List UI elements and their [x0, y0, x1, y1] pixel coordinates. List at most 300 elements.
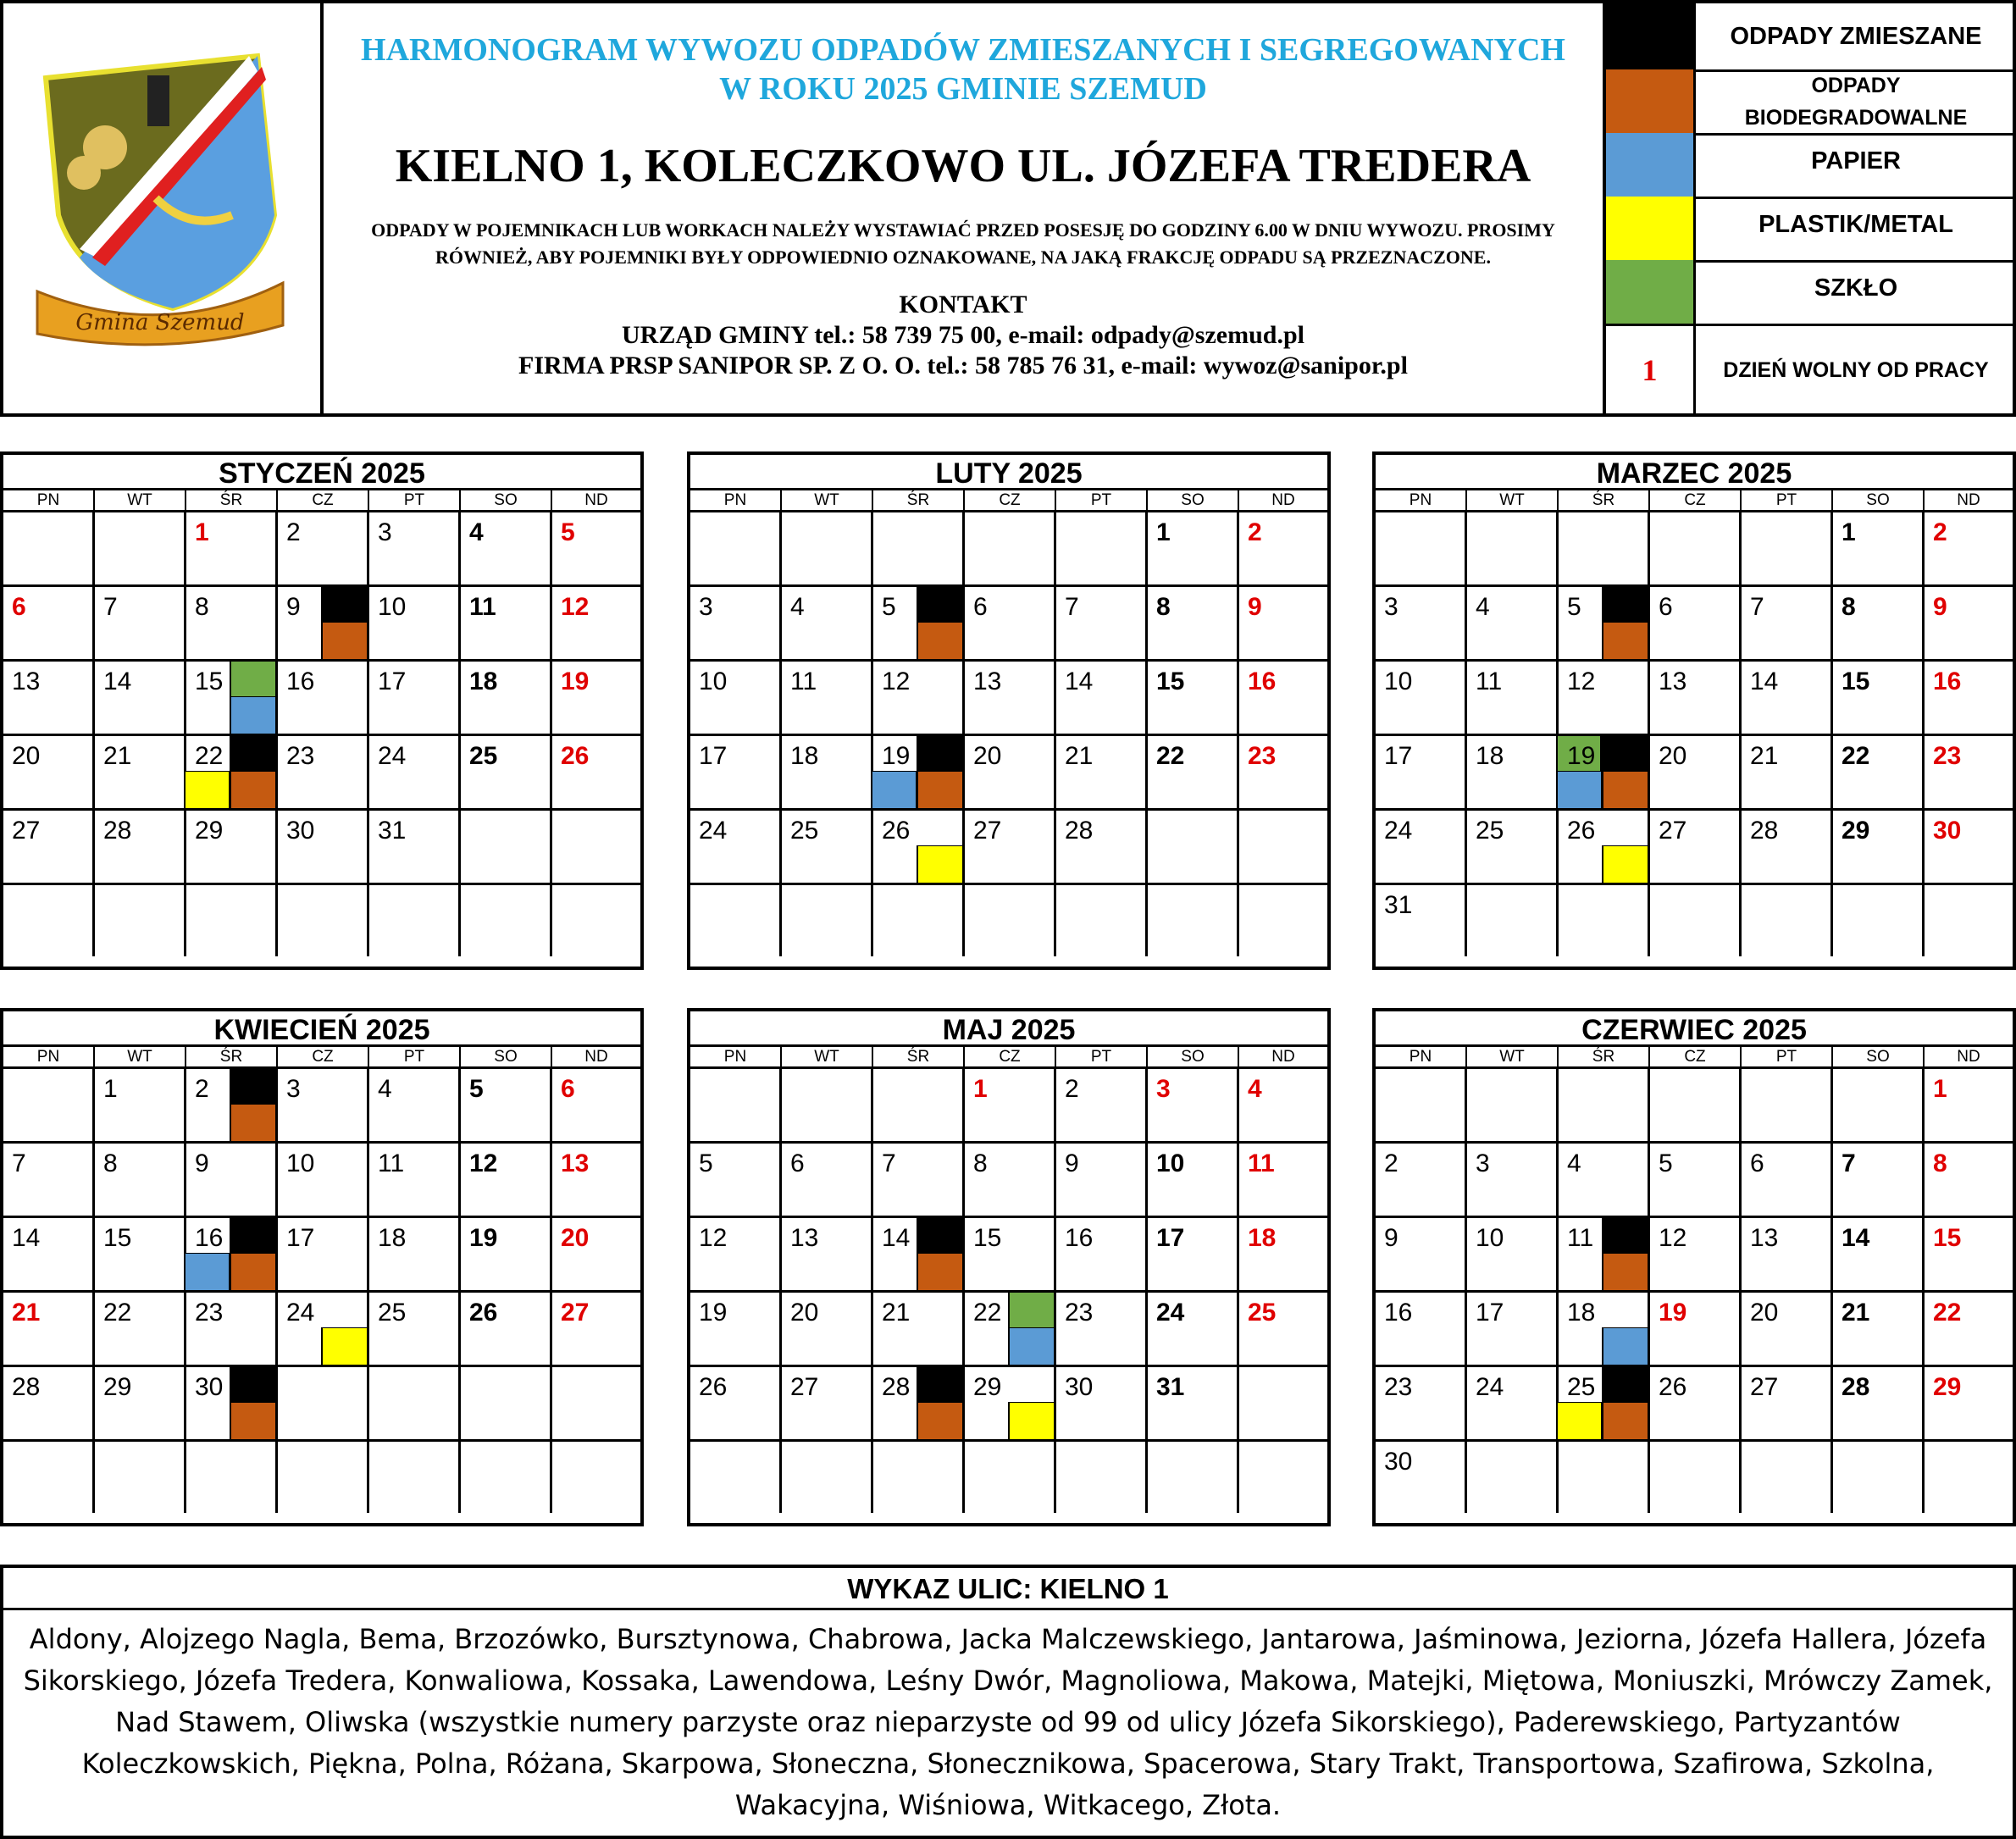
day-number: 11	[790, 667, 817, 695]
day-cell	[552, 736, 640, 811]
day-number: 12	[469, 1149, 498, 1177]
day-number: 18	[1567, 1299, 1596, 1327]
day-number: 24	[1384, 817, 1413, 845]
day-cell	[1056, 1293, 1148, 1367]
day-number: 12	[1567, 667, 1596, 695]
day-cell	[1833, 1069, 1925, 1144]
day-cell	[1559, 1442, 1650, 1513]
day-number: 6	[1659, 593, 1673, 621]
bio-collection-mark	[230, 1253, 275, 1290]
day-cell	[552, 662, 640, 736]
weekday-header: ND	[552, 490, 640, 512]
street-list	[0, 1565, 2016, 1839]
day-number: 2	[286, 518, 301, 546]
day-cell	[552, 1218, 640, 1293]
day-cell	[3, 885, 95, 956]
title-area	[324, 3, 1606, 417]
legend-label: DZIEŃ WOLNY OD PRACY	[1723, 358, 1989, 382]
day-cell	[782, 736, 873, 811]
day-cell	[461, 1442, 552, 1513]
day-cell	[1056, 1218, 1148, 1293]
day-number: 18	[1476, 742, 1504, 770]
day-cell	[1833, 587, 1925, 662]
day-cell	[186, 736, 278, 811]
day-number: 25	[1248, 1299, 1277, 1327]
day-number: 7	[1750, 593, 1764, 621]
day-cell	[186, 1218, 278, 1293]
day-number: 5	[699, 1149, 713, 1177]
day-number: 3	[1384, 593, 1398, 621]
day-cell	[1148, 1293, 1239, 1367]
day-number: 22	[1842, 742, 1870, 770]
day-number: 10	[1384, 667, 1413, 695]
day-number: 1	[1156, 518, 1171, 546]
day-cell	[1650, 1367, 1742, 1442]
day-cell	[1650, 885, 1742, 956]
day-cell	[95, 811, 186, 885]
day-cell	[1056, 1367, 1148, 1442]
day-cell	[1650, 1442, 1742, 1513]
bio-collection-mark	[917, 771, 962, 808]
day-cell	[965, 1442, 1056, 1513]
mixed-collection-mark	[230, 1069, 275, 1106]
legend-swatch	[1606, 69, 1696, 133]
day-cell	[3, 1442, 95, 1513]
month-calendar	[687, 451, 1331, 970]
day-number: 8	[1842, 593, 1856, 621]
day-cell	[1467, 1293, 1559, 1367]
mixed-collection-mark	[917, 587, 962, 624]
day-cell	[1925, 662, 2013, 736]
day-cell	[965, 512, 1056, 587]
day-number: 2	[1384, 1149, 1398, 1177]
day-cell	[873, 1367, 965, 1442]
day-cell	[3, 1069, 95, 1144]
day-number: 17	[378, 667, 407, 695]
gmina-szemud-coat-of-arms	[3, 3, 320, 417]
day-number: 13	[1750, 1224, 1779, 1252]
day-number: 25	[1567, 1373, 1596, 1401]
bio-collection-mark	[1602, 771, 1648, 808]
day-number: 30	[1065, 1373, 1094, 1401]
legend-item-holiday	[1606, 324, 2016, 417]
day-number: 16	[195, 1224, 224, 1252]
day-number: 22	[1933, 1299, 1962, 1327]
weekday-header: CZ	[1650, 1047, 1742, 1069]
day-number: 19	[1659, 1299, 1687, 1327]
day-number: 7	[1065, 593, 1079, 621]
day-number: 30	[1933, 817, 1962, 845]
plastic-collection-mark	[184, 771, 230, 808]
weekday-header: ŚR	[1559, 490, 1650, 512]
mixed-collection-mark	[230, 1367, 275, 1404]
day-cell	[278, 1144, 369, 1218]
day-number: 3	[286, 1075, 301, 1103]
plastic-collection-mark	[1008, 1402, 1054, 1439]
day-cell	[1056, 811, 1148, 885]
day-cell	[278, 885, 369, 956]
day-number: 27	[1659, 817, 1687, 845]
day-cell	[1467, 1144, 1559, 1218]
weekday-header: CZ	[278, 1047, 369, 1069]
day-cell	[1559, 811, 1650, 885]
weekday-header: ŚR	[186, 1047, 278, 1069]
weekday-header: CZ	[965, 490, 1056, 512]
day-number: 14	[12, 1224, 41, 1252]
day-number: 30	[286, 817, 315, 845]
weekday-header: PN	[690, 490, 782, 512]
day-number: 1	[195, 518, 209, 546]
day-number: 13	[12, 667, 41, 695]
bio-collection-mark	[1602, 1253, 1648, 1290]
day-number: 17	[1476, 1299, 1504, 1327]
legend-label: PAPIER	[1811, 147, 1901, 174]
day-number: 10	[1156, 1149, 1185, 1177]
day-cell	[1148, 885, 1239, 956]
day-cell	[1833, 1293, 1925, 1367]
day-cell	[690, 1367, 782, 1442]
day-number: 7	[882, 1149, 896, 1177]
day-cell	[1742, 1144, 1833, 1218]
day-cell	[1148, 512, 1239, 587]
day-cell	[690, 587, 782, 662]
day-number: 5	[1659, 1149, 1673, 1177]
day-cell	[1742, 1442, 1833, 1513]
paper-collection-mark	[184, 1253, 230, 1290]
day-number: 31	[1156, 1373, 1185, 1401]
day-number: 16	[1065, 1224, 1094, 1252]
day-cell	[1742, 662, 1833, 736]
day-number: 27	[561, 1299, 590, 1327]
day-number: 23	[286, 742, 315, 770]
day-number: 7	[12, 1149, 26, 1177]
day-cell	[461, 662, 552, 736]
day-number: 18	[378, 1224, 407, 1252]
glass-collection-mark	[1008, 1293, 1054, 1330]
weekday-header: CZ	[965, 1047, 1056, 1069]
day-cell	[1559, 512, 1650, 587]
day-number: 10	[1476, 1224, 1504, 1252]
weekday-header: ND	[1239, 1047, 1327, 1069]
weekday-header: WT	[782, 1047, 873, 1069]
day-cell	[1376, 1069, 1467, 1144]
mixed-collection-mark	[917, 1218, 962, 1255]
day-number: 21	[103, 742, 132, 770]
day-cell	[1467, 736, 1559, 811]
day-cell	[965, 1144, 1056, 1218]
day-cell	[690, 1293, 782, 1367]
day-cell	[1148, 587, 1239, 662]
month-title: LUTY 2025	[690, 455, 1327, 490]
mixed-collection-mark	[321, 587, 367, 624]
day-cell	[1925, 1069, 2013, 1144]
day-number: 29	[1842, 817, 1870, 845]
day-number: 17	[286, 1224, 315, 1252]
day-cell	[1650, 1218, 1742, 1293]
plastic-collection-mark	[917, 845, 962, 883]
day-number: 16	[286, 667, 315, 695]
day-cell	[278, 512, 369, 587]
weekday-header: CZ	[278, 490, 369, 512]
day-cell	[1239, 512, 1327, 587]
day-cell	[1376, 811, 1467, 885]
day-number: 6	[973, 593, 988, 621]
day-number: 28	[882, 1373, 911, 1401]
day-number: 5	[882, 593, 896, 621]
day-cell	[965, 885, 1056, 956]
day-number: 3	[378, 518, 392, 546]
day-number: 12	[882, 667, 911, 695]
day-number: 1	[1933, 1075, 1947, 1103]
day-number: 22	[103, 1299, 132, 1327]
bio-collection-mark	[230, 1402, 275, 1439]
weekday-header: ŚR	[186, 490, 278, 512]
day-cell	[1467, 1442, 1559, 1513]
day-cell	[873, 1293, 965, 1367]
day-number: 15	[973, 1224, 1002, 1252]
day-number: 1	[103, 1075, 118, 1103]
day-number: 3	[699, 593, 713, 621]
day-cell	[782, 1442, 873, 1513]
day-cell	[461, 1069, 552, 1144]
day-number: 26	[561, 742, 590, 770]
day-number: 21	[1065, 742, 1094, 770]
day-number: 2	[195, 1075, 209, 1103]
day-cell	[690, 885, 782, 956]
day-cell	[1056, 587, 1148, 662]
day-number: 18	[469, 667, 498, 695]
day-number: 26	[1567, 817, 1596, 845]
month-title: MAJ 2025	[690, 1011, 1327, 1047]
day-cell	[1559, 736, 1650, 811]
day-cell	[1742, 736, 1833, 811]
day-cell	[1925, 1218, 2013, 1293]
day-cell	[1239, 1144, 1327, 1218]
day-cell	[965, 587, 1056, 662]
day-number: 19	[561, 667, 590, 695]
day-cell	[1650, 587, 1742, 662]
day-cell	[965, 1367, 1056, 1442]
day-cell	[782, 811, 873, 885]
day-cell	[369, 1069, 461, 1144]
day-cell	[1559, 885, 1650, 956]
day-cell	[965, 736, 1056, 811]
day-cell	[186, 587, 278, 662]
day-cell	[690, 512, 782, 587]
day-cell	[552, 1442, 640, 1513]
legend-item-paper	[1606, 133, 2016, 199]
day-cell	[1056, 885, 1148, 956]
day-number: 24	[699, 817, 728, 845]
mixed-collection-mark	[917, 1367, 962, 1404]
weekday-header: PN	[3, 490, 95, 512]
day-cell	[965, 811, 1056, 885]
weekday-header: WT	[95, 1047, 186, 1069]
day-number: 7	[1842, 1149, 1856, 1177]
day-cell	[278, 662, 369, 736]
legend-swatch	[1606, 260, 1696, 324]
day-cell	[461, 1144, 552, 1218]
day-cell	[278, 1442, 369, 1513]
day-cell	[95, 587, 186, 662]
day-cell	[1467, 1069, 1559, 1144]
day-cell	[1056, 662, 1148, 736]
day-cell	[1148, 1367, 1239, 1442]
day-cell	[1650, 1144, 1742, 1218]
day-number: 14	[103, 667, 132, 695]
day-cell	[278, 736, 369, 811]
day-cell	[552, 1367, 640, 1442]
day-number: 4	[790, 593, 805, 621]
day-number: 15	[103, 1224, 132, 1252]
day-cell	[1925, 736, 2013, 811]
day-cell	[1376, 736, 1467, 811]
legend-swatch	[1606, 3, 1696, 69]
day-cell	[461, 1218, 552, 1293]
day-cell	[3, 512, 95, 587]
day-cell	[1559, 662, 1650, 736]
day-cell	[95, 662, 186, 736]
day-number: 13	[1659, 667, 1687, 695]
day-number: 8	[103, 1149, 118, 1177]
month-calendar	[1372, 451, 2016, 970]
day-cell	[1742, 885, 1833, 956]
weekday-header: CZ	[1650, 490, 1742, 512]
day-cell	[278, 1218, 369, 1293]
day-number: 4	[1567, 1149, 1581, 1177]
bio-collection-mark	[1602, 1402, 1648, 1439]
day-cell	[95, 885, 186, 956]
legend-label: ODPADY ZMIESZANE	[1730, 23, 1982, 50]
day-number: 20	[790, 1299, 819, 1327]
day-cell	[690, 1069, 782, 1144]
weekday-header: SO	[1833, 1047, 1925, 1069]
day-number: 11	[469, 593, 496, 621]
day-cell	[1742, 1069, 1833, 1144]
contact-heading: KONTAKT	[899, 291, 1027, 319]
day-number: 31	[378, 817, 407, 845]
day-cell	[552, 811, 640, 885]
day-number: 16	[1248, 667, 1277, 695]
day-cell	[782, 1144, 873, 1218]
day-cell	[1148, 1144, 1239, 1218]
day-number: 23	[1248, 742, 1277, 770]
day-cell	[461, 736, 552, 811]
day-cell	[1376, 1293, 1467, 1367]
day-number: 17	[1384, 742, 1413, 770]
day-cell	[1239, 885, 1327, 956]
day-number: 15	[195, 667, 224, 695]
day-number: 20	[1659, 742, 1687, 770]
legend-swatch	[1606, 197, 1696, 260]
day-number: 11	[1476, 667, 1503, 695]
day-cell	[782, 1367, 873, 1442]
day-number: 5	[1567, 593, 1581, 621]
day-number: 24	[286, 1299, 315, 1327]
day-cell	[1239, 1069, 1327, 1144]
contact-office: URZĄD GMINY tel.: 58 739 75 00, e-mail: odpady@szemud.pl	[622, 321, 1304, 349]
day-cell	[965, 1293, 1056, 1367]
day-number: 30	[195, 1373, 224, 1401]
day-cell	[1925, 1144, 2013, 1218]
day-cell	[1056, 1144, 1148, 1218]
weekday-header: WT	[1467, 490, 1559, 512]
day-number: 14	[882, 1224, 911, 1252]
day-number: 1	[973, 1075, 988, 1103]
day-cell	[1239, 1442, 1327, 1513]
contact-company: FIRMA PRSP SANIPOR SP. Z O. O. tel.: 58 785 76 31, e-mail: wywoz@sanipor.pl	[518, 352, 1408, 379]
day-cell	[1650, 1069, 1742, 1144]
bio-collection-mark	[917, 1253, 962, 1290]
day-cell	[369, 1367, 461, 1442]
day-cell	[873, 1218, 965, 1293]
day-number: 4	[1476, 593, 1490, 621]
day-number: 1	[1842, 518, 1856, 546]
day-cell	[690, 811, 782, 885]
day-number: 29	[103, 1373, 132, 1401]
day-number: 27	[12, 817, 41, 845]
legend-swatch	[1606, 133, 1696, 197]
day-cell	[1925, 885, 2013, 956]
day-cell	[95, 1293, 186, 1367]
day-cell	[965, 1218, 1056, 1293]
bio-collection-mark	[917, 1402, 962, 1439]
day-number: 20	[12, 742, 41, 770]
weekday-header: ND	[1925, 1047, 2013, 1069]
day-cell	[690, 1218, 782, 1293]
day-cell	[1559, 1293, 1650, 1367]
mixed-collection-mark	[1602, 587, 1648, 624]
day-cell	[1650, 512, 1742, 587]
weekday-header: PT	[1056, 1047, 1148, 1069]
day-cell	[1833, 885, 1925, 956]
day-cell	[3, 587, 95, 662]
day-cell	[1833, 811, 1925, 885]
day-cell	[1056, 736, 1148, 811]
day-cell	[369, 1293, 461, 1367]
day-cell	[369, 587, 461, 662]
day-number: 6	[561, 1075, 575, 1103]
day-cell	[369, 662, 461, 736]
plastic-collection-mark	[321, 1327, 367, 1365]
day-cell	[1239, 1218, 1327, 1293]
day-cell	[1650, 736, 1742, 811]
day-number: 12	[699, 1224, 728, 1252]
weekday-header: SO	[461, 1047, 552, 1069]
month-title: MARZEC 2025	[1376, 455, 2013, 490]
day-cell	[1559, 1069, 1650, 1144]
day-cell	[1239, 1293, 1327, 1367]
weekday-header: ŚR	[873, 1047, 965, 1069]
day-cell	[1467, 662, 1559, 736]
day-cell	[873, 1069, 965, 1144]
weekday-header: PN	[3, 1047, 95, 1069]
legend-item-glass	[1606, 260, 2016, 326]
header	[0, 0, 2016, 417]
day-number: 7	[103, 593, 118, 621]
day-number: 15	[1156, 667, 1185, 695]
month-calendar	[1372, 1008, 2016, 1526]
day-number: 10	[286, 1149, 315, 1177]
day-cell	[186, 1144, 278, 1218]
legend-label: SZKŁO	[1814, 274, 1898, 302]
day-cell	[186, 662, 278, 736]
day-cell	[1833, 512, 1925, 587]
paper-collection-mark	[230, 696, 275, 734]
bio-collection-mark	[917, 622, 962, 659]
day-cell	[690, 1144, 782, 1218]
day-cell	[3, 662, 95, 736]
